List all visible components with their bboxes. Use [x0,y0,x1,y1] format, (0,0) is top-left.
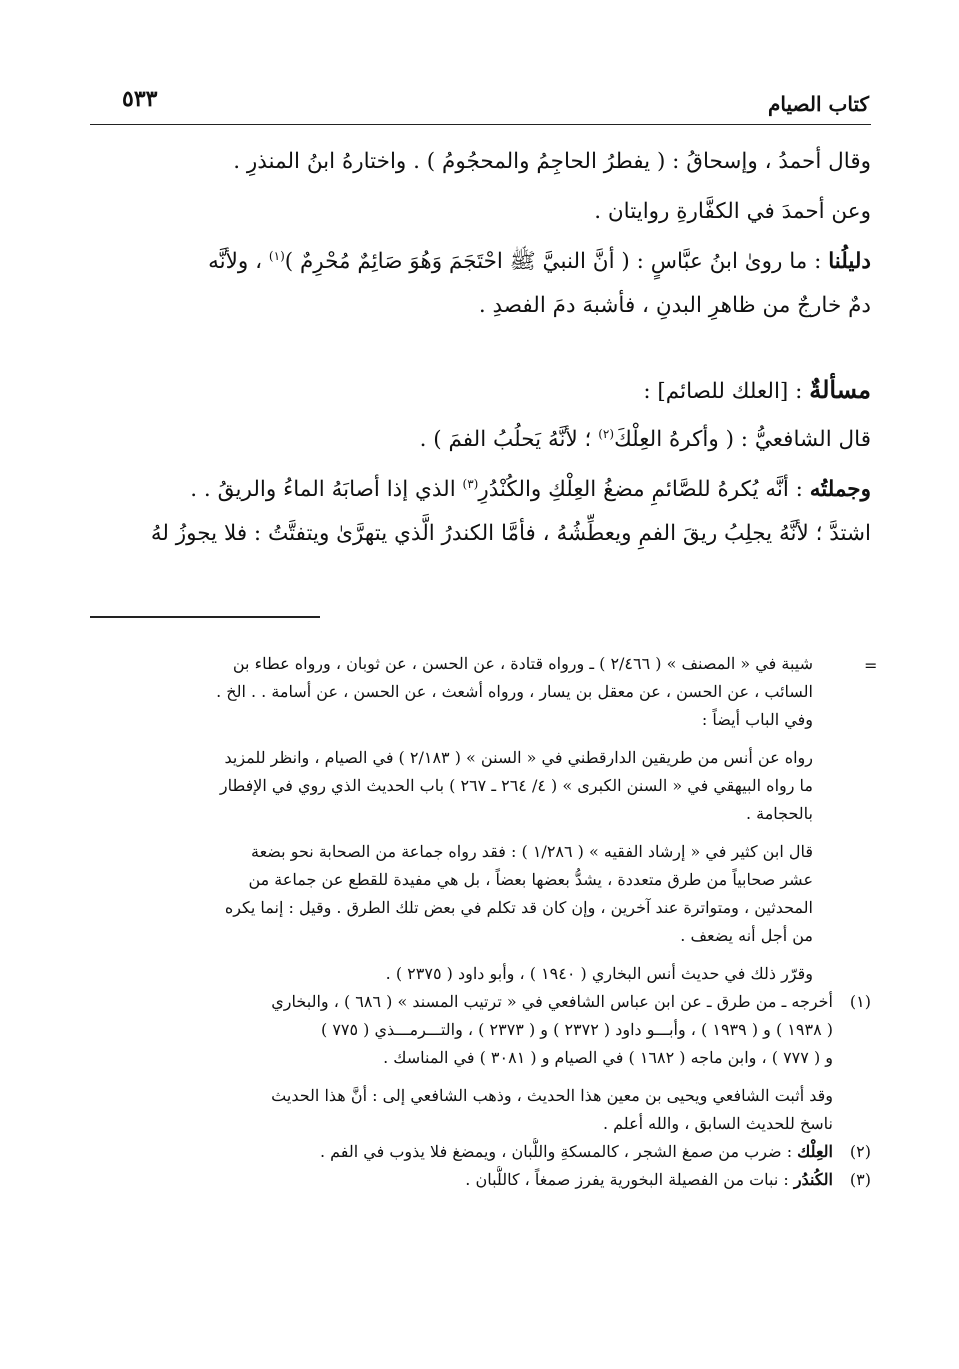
footnote-line: من أجل أنه يضعف . [680,926,813,945]
running-header-title: كتاب الصيام [768,92,869,116]
footnote-term: العِلْك [797,1142,833,1161]
footnote-text: أخرجه ـ من طرق ـ عن ابن عباس الشافعي في « ترتيب المسند » ( ٦٨٦ ) ، والبخاري [271,992,833,1011]
dalil-text: : ما روىٰ ابنُ عبَّاسٍ : ( أنَّ النبيَّ ﷺ احْتَجَمَ وَهُوَ صَائِمٌ مُحْرِمٌ ) [284,249,829,274]
shafii-text: قال الشافعيُّ : ( وأكرهُ العِلْكَ [614,427,871,452]
footnote-number: (١) [849,992,871,1011]
jumla-label: وجملتُه [809,477,871,502]
footnote-ref[interactable]: (٣) [462,476,479,491]
footnote-line: عشر صحابياً من طرق متعددة ، يشدُّ بعضها بعضاً ، بل هي مفيدة للقطع عن جماعة من [248,870,813,889]
dalil-end: ، ولأنَّه [208,249,269,274]
shafii-end: ؛ لأنَّهُ يَحلُبُ الفمَ ) . [419,427,599,452]
page-number: ٥٣٣ [122,86,158,112]
footnote-line: و ( ٧٧٧ ) ، وابن ماجه ( ١٦٨٢ ) في الصيام و ( ٣٠٨١ ) في المناسك . [383,1048,833,1067]
jumla-end: الذي إذا أصابَهُ الماءُ والريقُ . . [190,477,463,502]
text-line: دمٌ خارجٌ من ظاهرِ البدنِ ، فأشبهَ دمَ الفصدِ . [478,293,871,318]
footnote-line: وفي الباب أيضاً : [701,710,813,729]
footnote-line: ( ١٩٣٨ ) و ( ١٩٣٩ ) ، وأبـــو داود ( ٢٣٧٢ ) و ( ٢٣٧٣ ) ، والتـــرمـــذي ( ٧٧٥ ) [320,1020,833,1039]
footnote-term: الكُندُر [793,1170,833,1189]
footnote-text: : ضرب من صمغ الشجر ، كالمسكةِ واللُّبان ، ويمضغ فلا يذوب في الفم . [319,1142,798,1161]
footnote-3 [89,1166,871,1194]
dalil-line [89,240,871,284]
footnote-line: وقد أثبت الشافعي ويحيى بن معين هذا الحديث ، وذهب الشافعي إلى : أنَّ هذا الحديث [271,1086,833,1105]
header-rule [90,124,871,125]
footnote-line: رواه عن أنس من طريقين الدارقطني في « السنن » ( ٢/١٨٣ ) في الصيام ، وانظر للمزيد [224,748,813,767]
masala-label: مسألةٌ [809,375,871,404]
continuation-mark: = [864,656,878,675]
footnote-ref[interactable]: (٢) [598,426,615,441]
masala-heading [89,368,871,412]
footnote-number: (٢) [849,1142,871,1161]
footnote-2 [89,1138,871,1166]
text-line: وعن أحمدَ في الكفَّارةِ روايتان . [594,199,871,224]
jumla-text: : أنَّه يُكرهُ للصَّائمِ مضغُ العِلْكِ والكُنْدُرِ [478,477,810,502]
footnotes [89,650,871,1194]
footnote-line: ما رواه البيهقي في « السنن الكبرى » ( ٤/ ٢٦٤ ـ ٢٦٧ ) باب الحديث الذي روي في الإفطار [219,776,813,795]
footnote-line: السائب ، عن الحسن ، عن معقل بن يسار ، ورواه أشعث ، عن الحسن ، عن أسامة . . الخ . [216,682,813,701]
jumla-line [89,468,871,512]
footnote-line: شيبة في « المصنف » ( ٢/٤٦٦ ) ـ ورواه قتادة ، عن الحسن ، عن ثوبان ، ورواه عطاء بن [232,654,813,673]
footnote-text: : نبات من الفصيلة البخورية يفرز صمغاً ، كاللُّبان . [465,1170,794,1189]
footnote-line: ناسخ للحديث السابق ، والله أعلم . [602,1114,833,1133]
footnote-ref[interactable]: (١) [268,248,285,263]
text-line: وقال أحمدُ ، وإسحاقُ : ( يفطرُ الحاجِمُ والمحجُومُ ) . واختارهُ ابنُ المنذرِ . [233,149,871,174]
main-text [89,140,871,556]
footnote-line: قال ابن كثير في « إرشاد الفقيه » ( ١/٢٨٦ ) : فقد رواه جماعة من الصحابة نحو بضعة [251,842,813,861]
footnote-1 [89,988,871,1016]
footnote-line: المحدثين ، ومتواترة عند آخرين ، وإن كان قد تكلم في بعض تلك الطرق . وقيل : إنما يكره [224,898,813,917]
shafii-line [89,418,871,462]
masala-text: : [العلك للصائم] : [643,379,810,404]
footnote-line: وقرّر ذلك في حديث أنس البخاري ( ١٩٤٠ ) ، وأبو داود ( ٢٣٧٥ ) . [385,964,813,983]
dalil-label: دليلُنا [828,249,871,274]
footnote-line: بالحجامة . [745,804,813,823]
footnote-rule [90,616,320,618]
text-line: اشتدَّ ؛ لأنَّهُ يجلِبُ ريقَ الفمِ ويعطِّشُهُ ، فأمَّا الكندرُ الَّذي يتهرَّىٰ ويتفتَّتُ : فلا يجوزُ لهُ [150,521,871,546]
footnote-number: (٣) [849,1170,871,1189]
